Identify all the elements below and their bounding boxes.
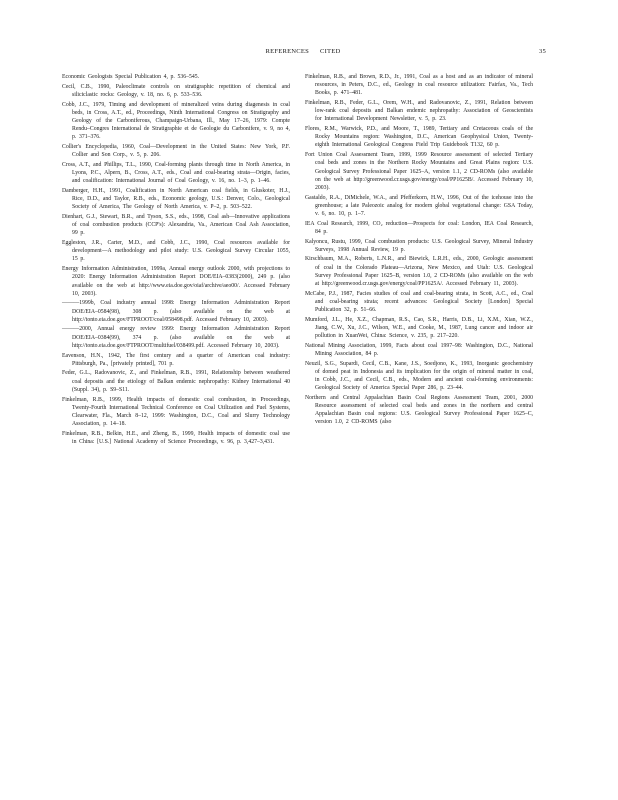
reference-entry: Northern and Central Appalachian Basin Coal Regions Assessment Team, 2001, 2000 Resource assessment of selected coal beds and zones in the northern and central Appalachian Basin coal regions: U.S. Geological Survey Professional Paper 1625–C, version 1.0, 2 CD-ROMS (also xyxy=(305,394,533,426)
running-header-title: REFERENCES CITED xyxy=(265,48,341,55)
right-column xyxy=(305,73,533,428)
reference-entry: Kalyoncu, Rustu, 1999, Coal combustion products: U.S. Geological Survey, Mineral Industry Surveys, 1998 Annual Review, 19 p. xyxy=(305,238,533,253)
reference-entry: ———1999b, Coal industry annual 1998: Energy Information Administration Report DOE/EIA–0584(98), 308 p. (also available on the web at http://tonto.eia.doe.gov/FTPROOT/coal/058498.pdf. Accessed February 10, 2003). xyxy=(62,300,290,323)
reference-entry: Finkelman, R.B., Belkin, H.E., and Zheng, B., 1999, Health impacts of domestic coal use in China: [U.S.] National Academy of Science Proceedings, v. 96, p. 3,427–3,431. xyxy=(62,430,290,445)
reference-entry: Fort Union Coal Assessment Team, 1999, 1999 Resource assessment of selected Tertiary coal beds and zones in the Northern Rocky Mountains and Great Plains region: U.S. Geological Survey Professional Paper 1625–A, version 1.1, 2 CD-ROMs (also available on the web at http://greenwood.cr.usgs.gov/energy/coal/PP1625B/. Accessed February 10, 2003). xyxy=(305,152,533,191)
reference-entry: Eavenson, H.N., 1942, The first century and a quarter of American coal industry: Pittsburgh, Pa., [privately printed], 701 p. xyxy=(62,352,290,367)
reference-entry: Feder, G.L., Radovanovic, Z., and Finkelman, R.B., 1991, Relationship between weathered coal deposits and the etiology of Balkan endemic nephropathy: Kidney International 40 (Suppl. 34), p. S9–S11. xyxy=(62,370,290,393)
reference-entry: IEA Coal Research, 1999, CO₂ reduction—Prospects for coal: London, IEA Coal Research, 84 p. xyxy=(305,220,533,235)
reference-entry: Cross, A.T., and Phillips, T.L., 1990, Coal-forming plants through time in North America, in Lyons, P.C., Alpern, B., Cross, A.T., eds., Coal and coal-bearing strata—Origin, facies, and coalification: International Journal of Coal Geology, v. 16, no. 1–3, p. 1–46. xyxy=(62,161,290,185)
reference-entry: Finkelman, R.B., and Brown, R.D., Jr., 1991, Coal as a host and as an indicator of mineral resources, in Peters, D.C., ed., Geology in coal resource utilization: Fairfax, Va., Tech Books, p. 471–481. xyxy=(305,74,533,97)
reference-entry: Gastaldo, R.A., DiMichele, W.A., and Pfefferkorn, H.W., 1996, Out of the icehouse into the greenhouse; a late Paleozoic analog for modern global vegetational change: GSA Today, v. 6, no. 10, p. 1–7. xyxy=(305,194,533,217)
reference-entry: Kirschbaum, M.A., Roberts, L.N.R., and Biewick, L.R.H., eds., 2000, Geologic assessment of coal in the Colorado Plateau—Arizona, New Mexico, and Utah: U.S. Geological Survey Professional Paper 1625–B, version 1.0, 2 CD-ROMs (also available on the web at http://greenwood.cr.usgs.gov/energy/coal/PP1625A/. Accessed February 11, 2003). xyxy=(305,256,533,287)
reference-entry: Damberger, H.H., 1991, Coalification in North American coal fields, in Gluskoter, H.J., Rice, D.D., and Taylor, R.B., eds., Economic geology, U.S.: Denver, Colo., Geological Society of America, The Geology of North America, v. P–2, p. 503–522. xyxy=(62,188,290,211)
reference-entry: Cecil, C.B., 1990, Paleoclimate controls on stratigraphic repetition of chemical and siliciclastic rocks: Geology, v. 18, no. 6, p. 533–536. xyxy=(62,83,290,98)
reference-entry: Dienhart, G.J., Stewart, B.R., and Tyson, S.S., eds., 1998, Coal ash—Innovative applications of coal combustion products (CCP's): Alexandria, Va., American Coal Ash Association, 99 p. xyxy=(62,214,290,237)
reference-entry: Economic Geologists Special Publication 4, p. 536–545. xyxy=(62,74,200,80)
running-header xyxy=(60,48,546,60)
reference-entry: Neuzil, S.G., Supardi, Cecil, C.B., Kane, J.S., Soedjono, K., 1993, Inorganic geochemistry of domed peat in Indonesia and its implication for the origin of mineral matter in coal, in Cobb, J.C., and Cecil, C.B., eds., Modern and ancient coal-forming environments: Geological Society of America Special Paper 286, p. 23–44. xyxy=(305,360,533,392)
reference-entry: Mumford, J.L., He, X.Z., Chapman, R.S., Cao, S.R., Harris, D.B., Li, X.M., Xian, W.Z., Jiang, C.W., Xu, J.C., Wilson, W.E., and Cooke, M., 1987, Lung cancer and indoor air pollution in XuanWei, China: Science, v. 235, p. 217–220. xyxy=(305,316,533,340)
reference-entry: McCabe, P.J., 1987, Facies studies of coal and coal-bearing strata, in Scott, A.C., ed., Coal and coal-bearing strata; recent advances: Geological Society [London] Special Publication 32, p. 51–66. xyxy=(305,290,533,313)
reference-entry: Collier's Encyclopedia, 1960, Coal—Development in the United States: New York, P.F. Collier and Son Corp., v. 5, p. 206. xyxy=(62,144,290,159)
reference-entry: Finkelman, R.B., Feder, G.L., Orem, W.H., and Radovanovic, Z., 1991, Relation between low-rank coal deposits and Balkan endemic nephropathy: Association of Geoscientists for International Development Newsletter, v. 5, p. 23. xyxy=(305,100,533,123)
page-number: 35 xyxy=(539,48,546,55)
reference-entry: Energy Information Administration, 1999a, Annual energy outlook 2000, with projections to 2020: Energy Information Administration Report DOE/EIA–0383(2000), 249 p. (also available on the web at http://www.eia.doe.gov/oiaf/archive/aeo00/. Accessed February 10, 2003). xyxy=(62,266,290,297)
reference-entry: Eggleston, J.R., Carter, M.D., and Cobb, J.C., 1990, Coal resources available for development—A methodology and pilot study: U.S. Geological Survey Circular 1055, 15 p. xyxy=(62,240,290,263)
left-column xyxy=(62,73,290,448)
reference-entry: Flores, R.M., Warwick, P.D., and Moore, T., 1989, Tertiary and Cretaceous coals of the Rocky Mountains region: Washington, D.C., American Geophysical Union, Twenty-eighth International Geological Congress Field Trip Guidebook T132, 60 p. xyxy=(305,126,533,149)
reference-entry: Finkelman, R.B., 1999, Health impacts of domestic coal combustion, in Proceedings, Twenty-Fourth International Technical Conference on Coal Utilization and Fuel Systems, Clearwater, Fla., March 8–12, 1999: Washington, D.C., Coal and Slurry Technology Association, p. 14–18. xyxy=(62,396,290,427)
reference-entry: Cobb, J.C., 1979, Timing and development of mineralized veins during diagenesis in coal beds, in Cross, A.T., ed., Proceedings, Ninth International Congress on Stratigraphy and Geology of the Carboniferous, Champaign-Urbana, Ill., May 17–26, 1979: Compte Rendu–Congres International de Stratigraphie et de Geologie du Carbonifere, v. 9, no 4, p. 371–376. xyxy=(62,101,290,141)
reference-entry: ———2000, Annual energy review 1999: Energy Information Administration Report DOE/EIA–0384(99), 374 p. (also available on the web at http://tonto.eia.doe.gov/FTPROOT/multifuel/038499.pdf. Accessed February 10, 2003). xyxy=(62,326,290,349)
reference-entry: National Mining Association, 1999, Facts about coal 1997–98: Washington, D.C., National Mining Association, 84 p. xyxy=(305,342,533,357)
